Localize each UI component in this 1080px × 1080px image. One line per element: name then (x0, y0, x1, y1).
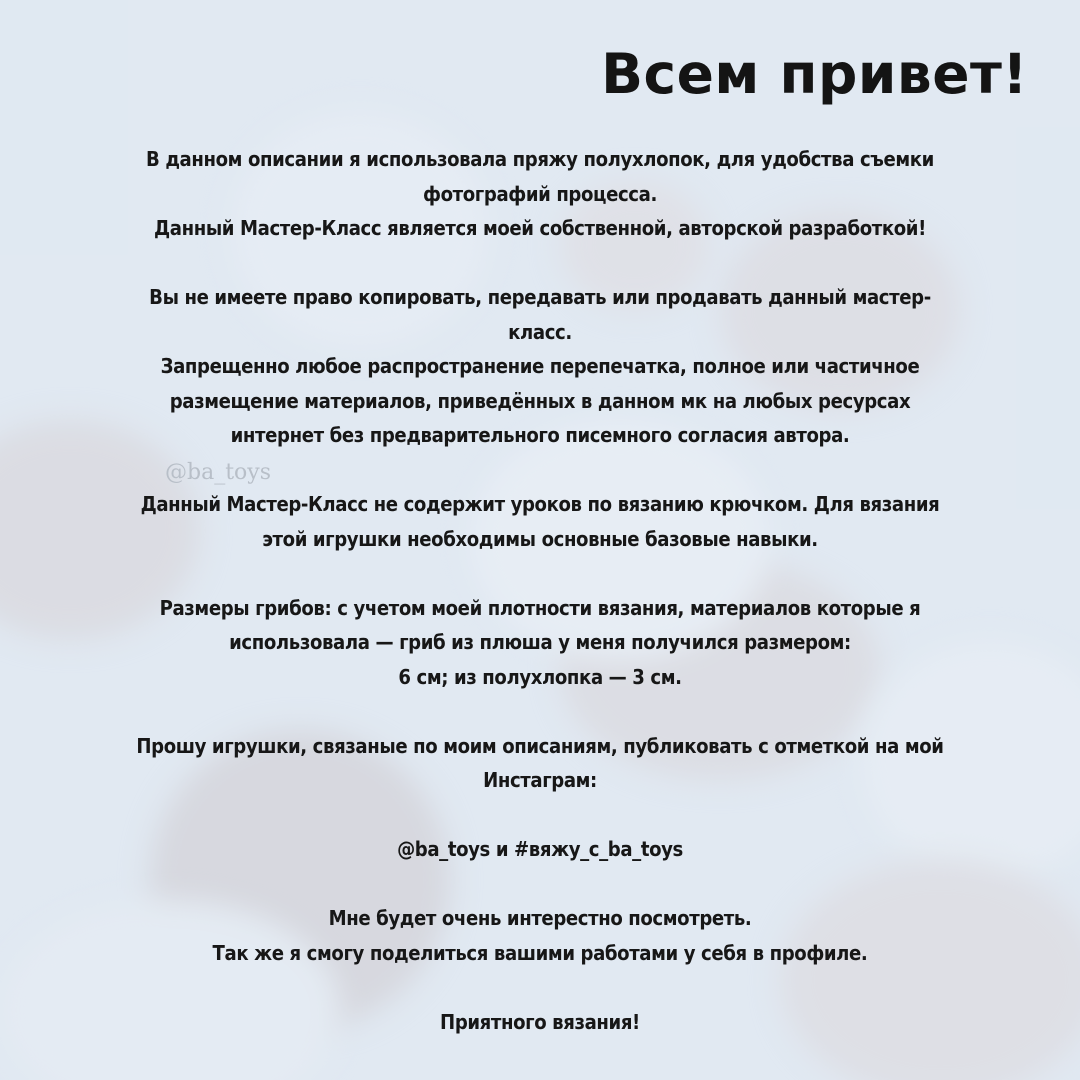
text-line: фотографий процесса. (423, 181, 657, 206)
text-line: Вы не имеете право копировать, передавать или продавать данный мастер- (149, 285, 931, 309)
text-line: использовала — гриб из плюша у меня получился размером: (229, 630, 851, 654)
text-line: Данный Мастер-Класс является моей собственной, авторской разработкой! (154, 216, 926, 240)
text-line: размещение материалов, приведённых в данном мк на любых ресурсах (169, 388, 911, 413)
text-line: 6 см; из полухлопка — 3 см. (398, 664, 682, 689)
text-line: Данный Мастер-Класс не содержит уроков по вязанию крючком. Для вязания (140, 492, 940, 516)
paragraph-gap (0, 556, 1080, 591)
instagram-tags: @ba_toys и #вяжу_с_ba_toys (397, 837, 683, 861)
paragraph-gap (0, 694, 1080, 729)
paragraph-gap (0, 246, 1080, 281)
text-line: Размеры грибов: с учетом моей плотности вязания, материалов которые я (159, 595, 921, 620)
text-line: Инстаграм: (483, 768, 597, 792)
description-text (0, 142, 1080, 1039)
text-line: этой игрушки необходимы основные базовые навыки. (262, 526, 818, 551)
text-line: Запрещенно любое распространение перепечатка, полное или частичное (160, 354, 920, 378)
text-line: класс. (508, 319, 572, 344)
paragraph-gap (0, 798, 1080, 833)
text-line: В данном описании я использовала пряжу полухлопок, для удобства съемки (146, 147, 934, 171)
paragraph-gap (0, 453, 1080, 488)
watermark: @ba_toys (165, 460, 272, 485)
text-line: интернет без предварительного писемного согласия автора. (230, 423, 850, 447)
text-line: Так же я смогу поделиться вашими работами у себя в профиле. (212, 940, 868, 965)
page-title: Всем привет! (601, 42, 1028, 106)
paragraph-gap (0, 970, 1080, 1005)
text-line: Мне будет очень интерестно посмотреть. (328, 906, 752, 930)
text-line: Прошу игрушки, связаные по моим описаниям, публиковать с отметкой на мой (136, 733, 944, 758)
closing-line: Приятного вязания! (440, 1009, 640, 1034)
paragraph-gap (0, 867, 1080, 902)
